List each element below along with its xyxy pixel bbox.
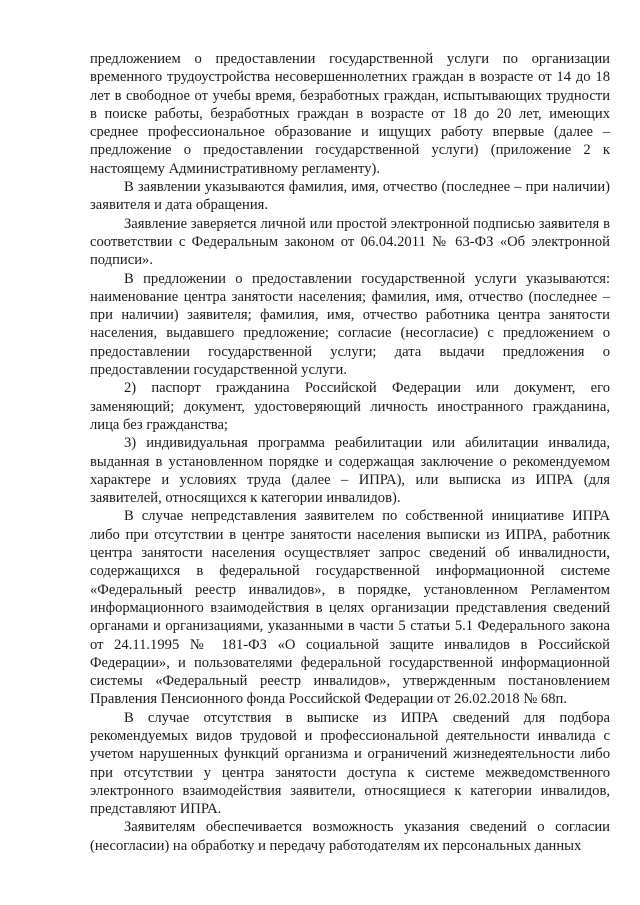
paragraph-item-3-ipra: 3) индивидуальная программа реабилитации или абилитации инвалида, выданная в установленном порядке и содержащая заключение о рекомендуемом характере и условиях труда (далее – ИПРА), или выписка из ИПРА (для заявителей, относящихся к категории инвалидов). bbox=[90, 435, 610, 507]
paragraph-ipra-missing-data: В случае отсутствия в выписке из ИПРА сведений для подбора рекомендуемых видов трудовой и профессиональной деятельности инвалида с учетом нарушенных функций организма и ограничений жизнедеятельности либо при отсутствии у центра занятости доступа к системе межведомственного электронного взаимодействия заявители, относящиеся к категории инвалидов, представляют ИПРА. bbox=[90, 709, 610, 818]
paragraph-personal-data-consent: Заявителям обеспечивается возможность указания сведений о согласии (несогласии) на обработку и передачу работодателям их персональных данных bbox=[90, 819, 610, 854]
paragraph-offer-contents: В предложении о предоставлении государственной услуги указываются: наименование центра занятости населения; фамилия, имя, отчество (последнее – при наличии) заявителя; фамилия, имя, отчество работника центра занятости населения, выдавшего предложение; согласие (несогласие) с предложением о предоставлении государственной услуги; дата выдачи предложения о предоставлении государственной услуги. bbox=[90, 270, 610, 379]
paragraph-electronic-signature: Заявление заверяется личной или простой электронной подписью заявителя в соответствии с Федеральным законом от 06.04.2011 № 63-ФЗ «Об электронной подписи». bbox=[90, 215, 610, 269]
document-page bbox=[90, 50, 610, 855]
paragraph-application-fields: В заявлении указываются фамилия, имя, отчество (последнее – при наличии) заявителя и дата обращения. bbox=[90, 179, 610, 214]
paragraph-continuation: предложением о предоставлении государственной услуги по организации временного трудоустройства несовершеннолетних граждан в возрасте от 14 до 18 лет в свободное от учебы время, безработных граждан, испытывающих трудности в поиске работы, безработных граждан в возрасте от 18 до 20 лет, имеющих среднее профессиональное образование и ищущих работу впервые (далее – предложение о предоставлении государственной услуги) (приложение 2 к настоящему Административному регламенту). bbox=[90, 51, 610, 177]
paragraph-ipra-request: В случае непредставления заявителем по собственной инициативе ИПРА либо при отсутствии в центре занятости населения выписки из ИПРА, работник центра занятости населения осуществляет запрос сведений об инвалидности, содержащихся в федеральной государственной информационной системе «Федеральный реестр инвалидов», в порядке, установленном Регламентом информационного взаимодействия в целях организации представления сведений органами и организациями, указанными в части 5 статьи 5.1 Федерального закона от 24.11.1995 № 181-ФЗ «О социальной защите инвалидов в Российской Федерации», и пользователями федеральной государственной информационной системы «Федеральный реестр инвалидов», утвержденным постановлением Правления Пенсионного фонда Российской Федерации от 26.02.2018 № 68п. bbox=[90, 508, 610, 708]
paragraph-item-2-passport: 2) паспорт гражданина Российской Федерации или документ, его заменяющий; документ, удостоверяющий личность иностранного гражданина, лица без гражданства; bbox=[90, 380, 610, 433]
